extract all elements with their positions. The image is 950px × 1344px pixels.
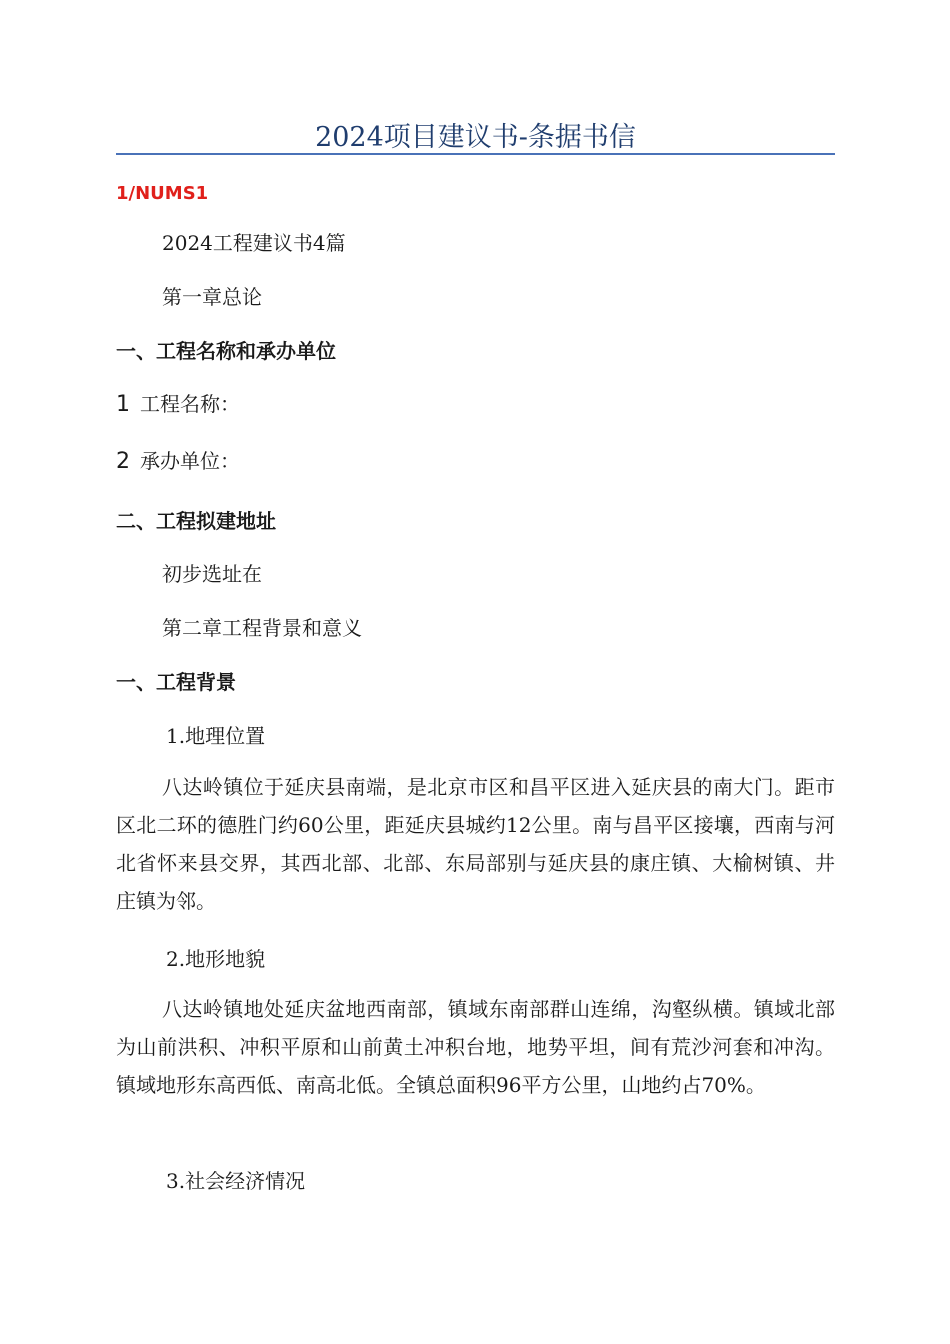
body-line: 初步选址在: [162, 562, 262, 586]
section-heading: 一、工程名称和承办单位: [116, 339, 336, 363]
paragraph: 八达岭镇地处延庆盆地西南部，镇域东南部群山连绵，沟壑纵横。镇域北部为山前洪积、冲积平原和山前黄土冲积台地，地势平坦，间有荒沙河套和冲沟。镇域地形东高西低、南高北低。全镇总面积96平方公里，山地约占70%。: [116, 997, 835, 1097]
paragraph: 八达岭镇位于延庆县南端，是北京市区和昌平区进入延庆县的南大门。距市区北二环的德胜门约60公里，距延庆县城约12公里。南与昌平区接壤，西南与河北省怀来县交界，其西北部、北部、东局部别与延庆县的康庄镇、大榆树镇、井庄镇为邻。: [116, 775, 835, 913]
list-text: 承办单位：: [140, 449, 240, 473]
list-item: [116, 388, 240, 417]
chapter-title: 第二章工程背景和意义: [162, 616, 362, 640]
section-heading: 一、工程背景: [116, 670, 236, 694]
list-number: 2: [116, 449, 130, 474]
document-title: 2024项目建议书-条据书信: [315, 122, 636, 153]
subsection-heading: 3.社会经济情况: [166, 1169, 306, 1193]
list-number: 1: [116, 392, 130, 417]
chapter-title: 第一章总论: [162, 285, 262, 309]
section-heading: 二、工程拟建地址: [116, 509, 276, 533]
subsection-heading: 2.地形地貌: [166, 947, 266, 971]
body-line: 2024工程建议书4篇: [162, 231, 346, 255]
list-text: 工程名称：: [140, 392, 240, 416]
list-item: [116, 445, 240, 474]
subsection-heading: 1.地理位置: [166, 724, 266, 748]
title-divider: [116, 153, 835, 155]
page-number: 1/NUMS1: [116, 183, 209, 204]
